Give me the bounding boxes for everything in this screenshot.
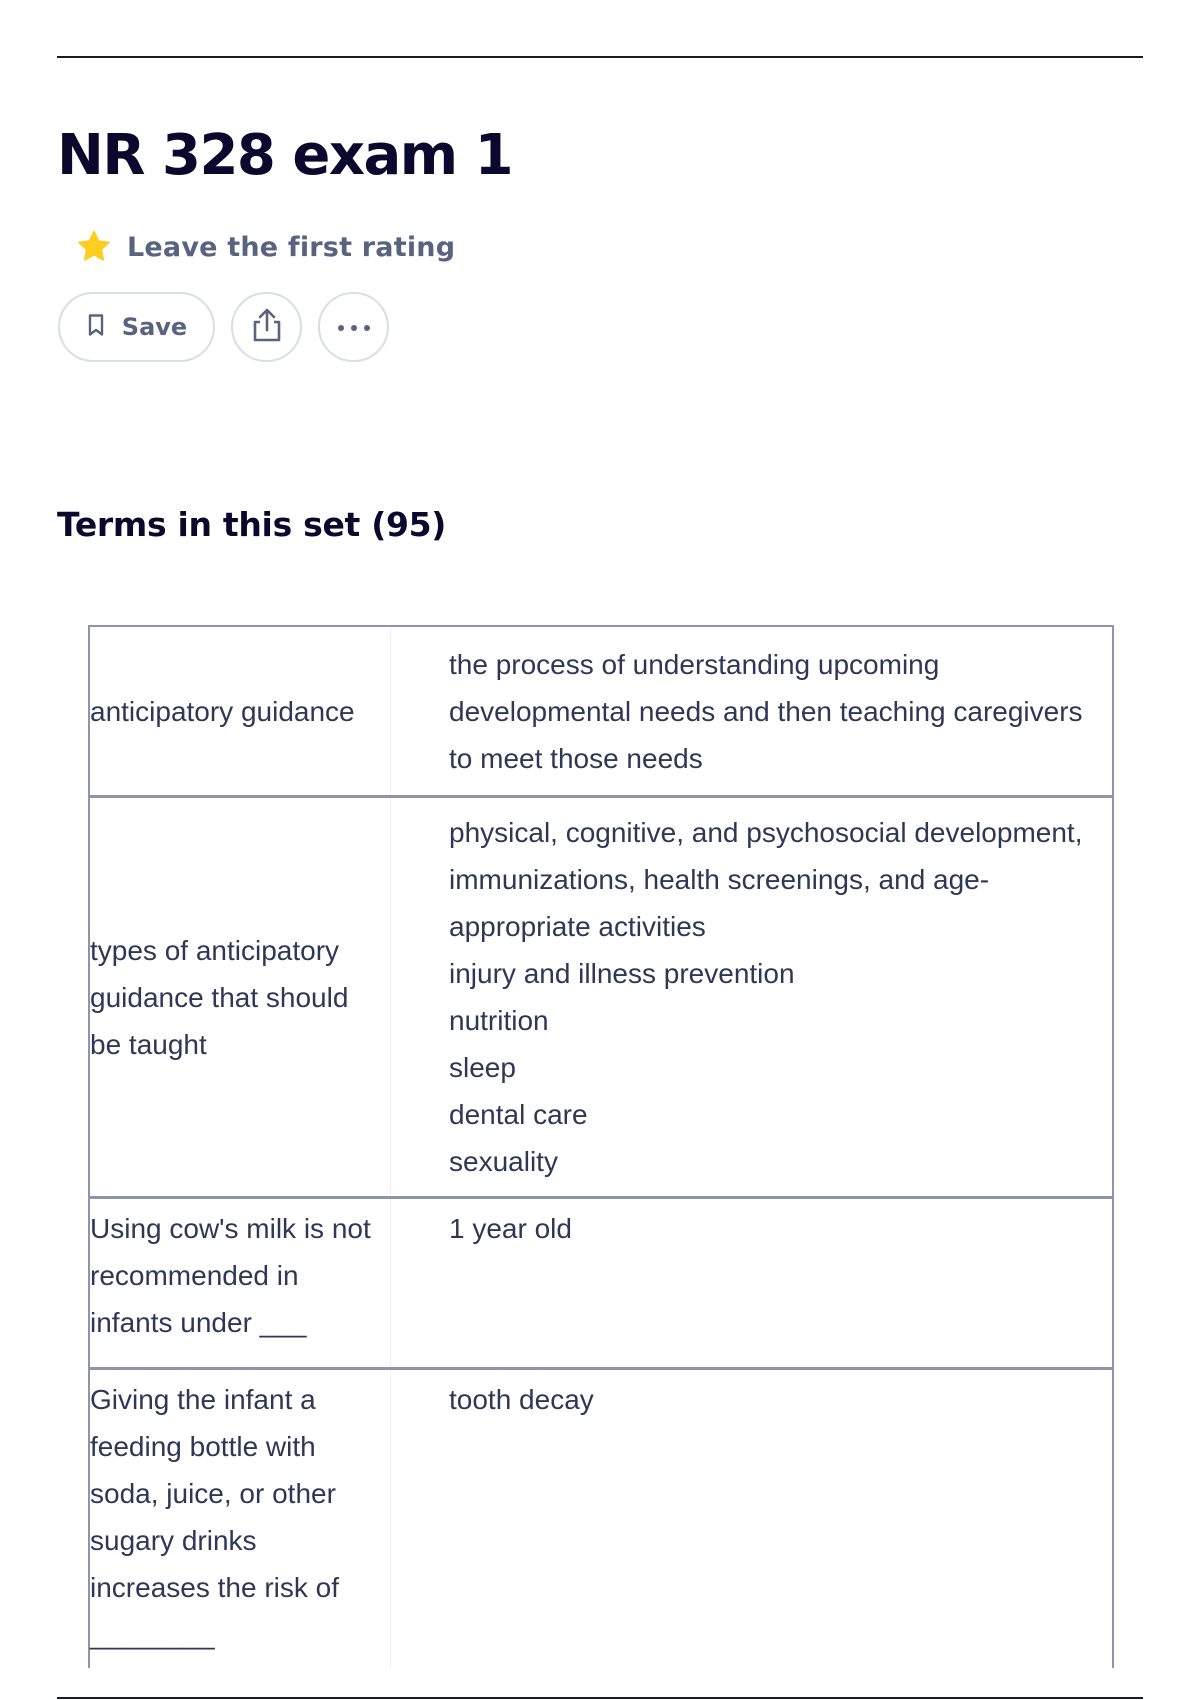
term-text: Giving the infant a feeding bottle with soda, juice, or other sugary drinks increases the risk of ________ — [90, 1384, 339, 1650]
save-label: Save — [121, 313, 188, 341]
share-icon — [250, 307, 284, 347]
terms-table — [88, 625, 1114, 1668]
star-icon — [75, 228, 113, 266]
term-cell — [89, 797, 391, 1198]
definition-cell: the process of understanding upcoming developmental needs and then teaching caregivers to meet those needs — [449, 648, 1083, 774]
terms-heading: Terms in this set (95) — [57, 505, 447, 544]
action-bar — [58, 292, 389, 362]
definition-cell: 1 year old — [449, 1213, 572, 1244]
term-text: Using cow's milk is not recommended in infants under ___ — [90, 1213, 371, 1338]
definition-cell: physical, cognitive, and psychosocial development, immunizations, health screenings, and age-appropriate activities injury and illness prevention nutrition sleep dental care sexuality — [449, 817, 1083, 1177]
definition-cell: tooth decay — [449, 1384, 594, 1415]
term-cell — [89, 1198, 391, 1369]
table-row — [89, 1198, 1113, 1369]
term-cell — [89, 1369, 391, 1669]
term-cell — [89, 626, 391, 797]
page-title: NR 328 exam 1 — [57, 123, 513, 188]
rating-label[interactable]: Leave the first rating — [127, 231, 456, 263]
share-button[interactable] — [231, 292, 302, 362]
table-row — [89, 1369, 1113, 1669]
bottom-divider — [57, 1697, 1143, 1699]
more-horizontal-icon — [336, 318, 372, 337]
table-row — [89, 797, 1113, 1198]
top-divider — [57, 56, 1143, 58]
term-text: types of anticipatory guidance that should be taught — [90, 934, 349, 1060]
rating-row[interactable] — [75, 228, 455, 266]
more-options-button[interactable] — [318, 292, 389, 362]
term-text: anticipatory guidance — [90, 695, 355, 727]
save-button[interactable] — [58, 292, 215, 362]
bookmark-icon — [86, 313, 106, 341]
table-row — [89, 626, 1113, 797]
